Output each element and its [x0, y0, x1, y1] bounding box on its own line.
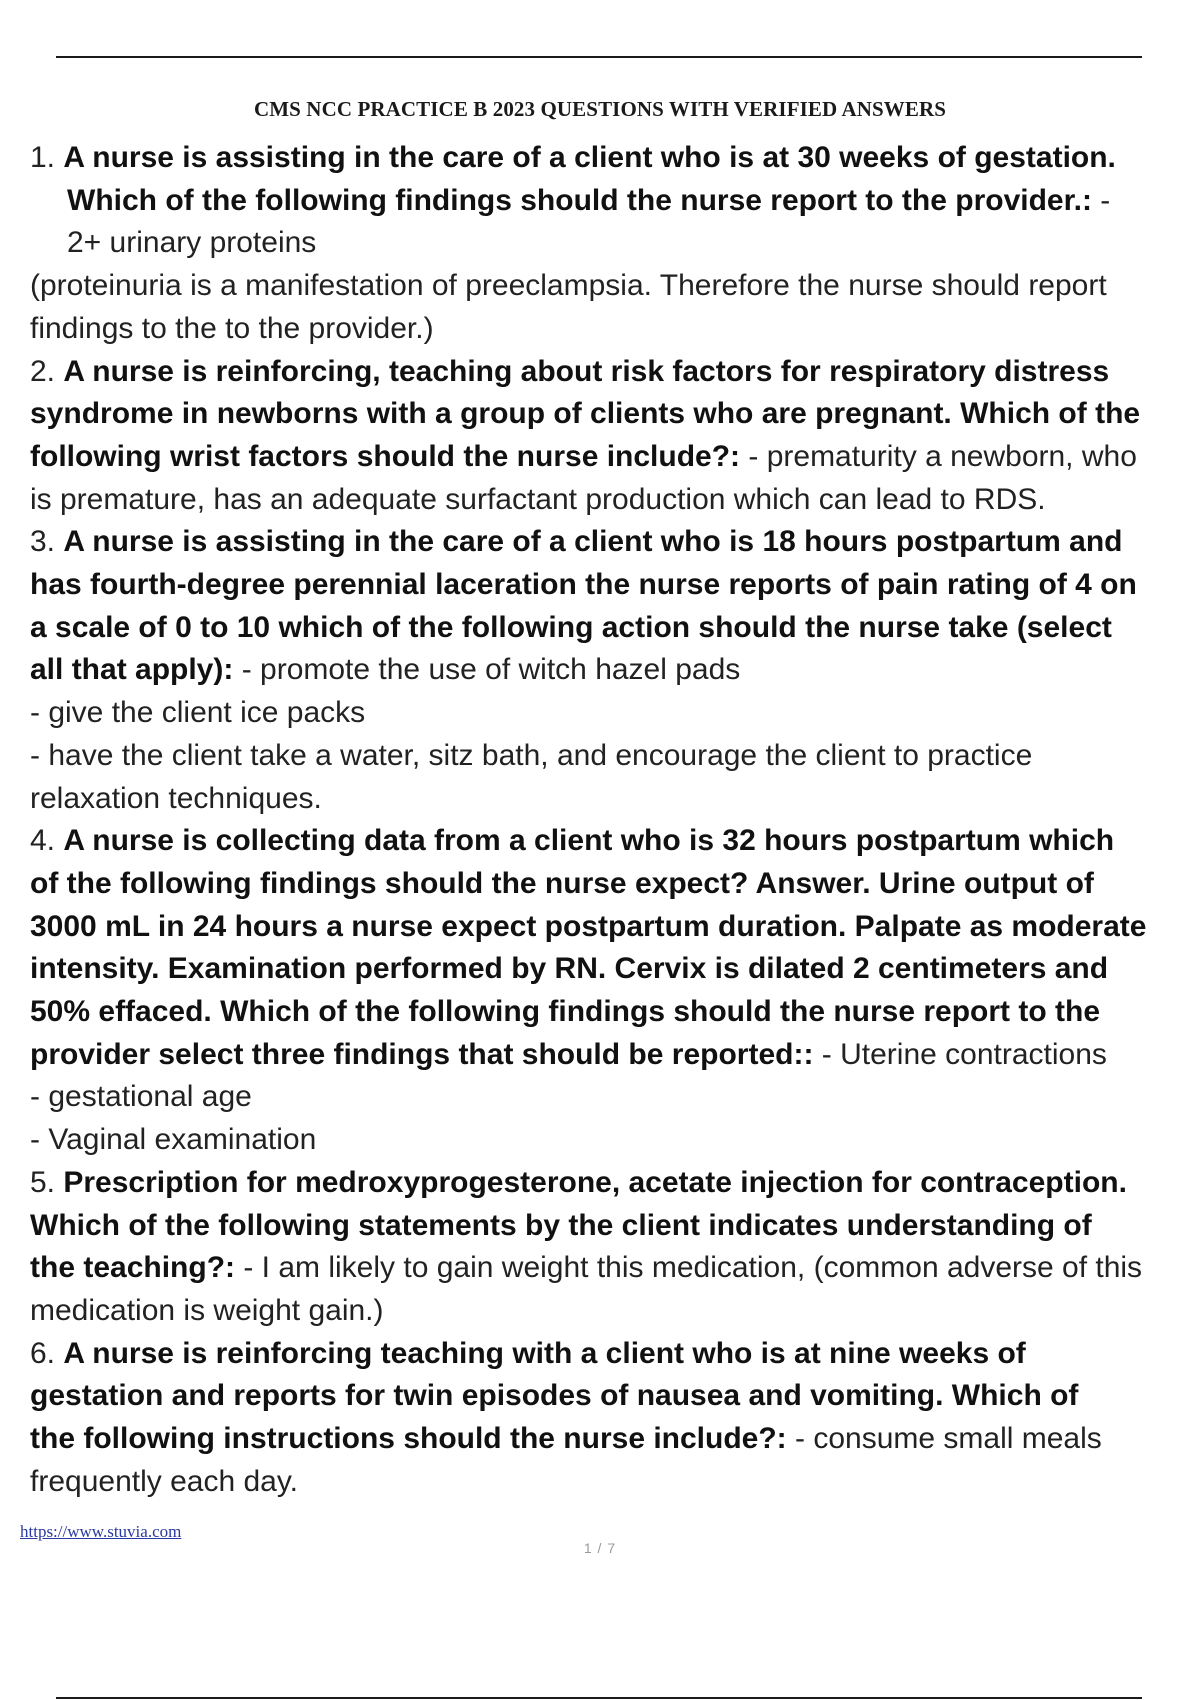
document-body — [30, 137, 1200, 1504]
text-line — [30, 1119, 1200, 1162]
answer-text: 2+ urinary proteins — [67, 226, 317, 260]
text-line — [30, 778, 1200, 821]
question-text: gestation and reports for twin episodes of nausea and vomiting. Which of — [30, 1379, 1079, 1413]
question-text: A nurse is assisting in the care of a client who is 18 hours postpartum and — [63, 525, 1123, 559]
text-line — [30, 1034, 1200, 1077]
answer-text: - — [1091, 183, 1111, 217]
question-number: 1. — [30, 141, 64, 174]
text-line — [30, 180, 1200, 223]
question-text: of the following findings should the nurse expect? Answer. Urine output of — [30, 866, 1094, 900]
question-text: A nurse is collecting data from a client who is 32 hours postpartum which — [63, 824, 1115, 858]
text-line — [30, 948, 1200, 991]
question-text: following wrist factors should the nurse include?: — [30, 439, 741, 473]
text-line — [30, 265, 1200, 308]
text-line — [30, 1290, 1200, 1333]
bottom-rule — [56, 1697, 1142, 1699]
text-line — [30, 906, 1200, 949]
answer-text: relaxation techniques. — [30, 781, 322, 815]
page-indicator: 1 / 7 — [583, 1540, 617, 1556]
text-line — [30, 1247, 1200, 1290]
text-line — [30, 1076, 1200, 1119]
question-text: A nurse is reinforcing, teaching about risk factors for respiratory distress — [63, 354, 1110, 388]
question-number: 5. — [30, 1165, 64, 1199]
text-line — [30, 1461, 1200, 1504]
question-number: 6. — [30, 1336, 64, 1370]
text-line — [30, 222, 1200, 265]
text-line — [30, 351, 1200, 394]
text-line — [30, 649, 1200, 692]
answer-text: - Uterine contractions — [813, 1037, 1107, 1071]
question-text: the teaching?: — [30, 1251, 236, 1285]
question-text: Prescription for medroxyprogesterone, acetate injection for contraception. — [63, 1165, 1127, 1199]
stuvia-link[interactable]: https://www.stuvia.com — [20, 1522, 182, 1541]
answer-text: findings to the to the provider.) — [30, 311, 434, 345]
answer-text: - Vaginal examination — [30, 1123, 317, 1157]
answer-text: - consume small meals — [786, 1422, 1102, 1456]
question-number: 2. — [30, 354, 64, 388]
answer-text: - I am likely to gain weight this medication, (common adverse of this — [235, 1251, 1143, 1285]
text-line — [30, 1418, 1200, 1461]
text-line — [30, 1205, 1200, 1248]
text-line — [30, 1333, 1200, 1376]
text-line — [30, 393, 1200, 436]
question-number: 3. — [30, 525, 64, 559]
question-text: Which of the following findings should the nurse report to the provider.: — [67, 183, 1092, 217]
text-line — [30, 692, 1200, 735]
text-line — [30, 479, 1200, 522]
question-text: all that apply): — [30, 653, 234, 687]
answer-text: medication is weight gain.) — [30, 1293, 384, 1327]
text-line — [30, 521, 1200, 564]
text-line — [30, 735, 1200, 778]
question-text: 3000 mL in 24 hours a nurse expect postpartum duration. Palpate as moderate — [30, 909, 1147, 943]
text-line — [30, 1162, 1200, 1205]
document-title: CMS NCC PRACTICE B 2023 QUESTIONS WITH VERIFIED ANSWERS — [253, 97, 947, 121]
question-text: has fourth-degree perennial laceration the nurse reports of pain rating of 4 on — [30, 568, 1137, 602]
question-text: A nurse is assisting in the care of a client who is at 30 weeks of gestation. — [63, 141, 1116, 174]
answer-text: (proteinuria is a manifestation of preeclampsia. Therefore the nurse should report — [30, 269, 1107, 303]
answer-text: - give the client ice packs — [30, 696, 366, 730]
text-line — [30, 820, 1200, 863]
text-line — [30, 863, 1200, 906]
text-line — [30, 564, 1200, 607]
question-text: syndrome in newborns with a group of clients who are pregnant. Which of the — [30, 397, 1141, 431]
question-text: Which of the following statements by the client indicates understanding of — [30, 1208, 1092, 1242]
text-line — [30, 308, 1200, 351]
question-text: a scale of 0 to 10 which of the following action should the nurse take (select — [30, 610, 1112, 644]
text-line — [30, 436, 1200, 479]
top-rule — [56, 56, 1142, 58]
answer-text: is premature, has an adequate surfactant production which can lead to RDS. — [30, 482, 1046, 516]
answer-text: - gestational age — [30, 1080, 252, 1114]
text-line — [30, 137, 1200, 180]
question-text: intensity. Examination performed by RN. Cervix is dilated 2 centimeters and — [30, 952, 1109, 986]
question-number: 4. — [30, 824, 64, 858]
answer-text: - have the client take a water, sitz bath, and encourage the client to practice — [30, 738, 1033, 772]
question-text: provider select three findings that should be reported:: — [30, 1037, 814, 1071]
text-line — [30, 1375, 1200, 1418]
question-text: 50% effaced. Which of the following findings should the nurse report to the — [30, 995, 1101, 1029]
text-line — [30, 607, 1200, 650]
answer-text: - prematurity a newborn, who — [740, 439, 1137, 473]
answer-text: frequently each day. — [30, 1464, 298, 1498]
text-line — [30, 991, 1200, 1034]
question-text: the following instructions should the nurse include?: — [30, 1422, 787, 1456]
question-text: A nurse is reinforcing teaching with a client who is at nine weeks of — [63, 1336, 1026, 1370]
answer-text: - promote the use of witch hazel pads — [233, 653, 741, 687]
